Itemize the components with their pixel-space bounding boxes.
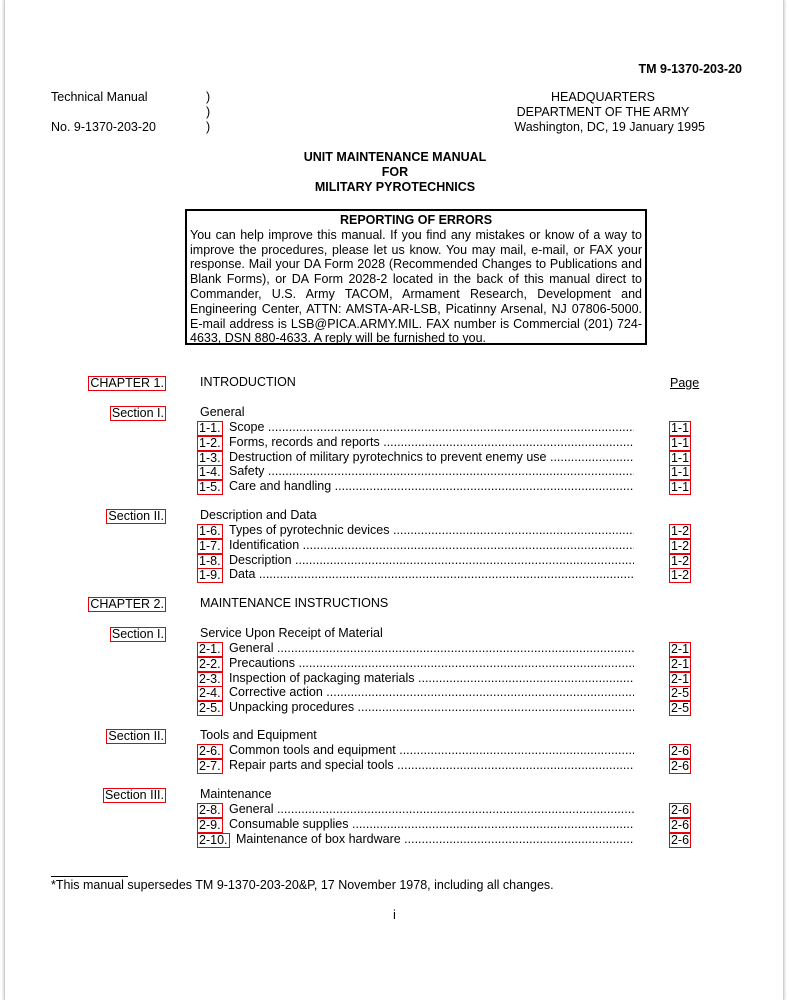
toc-entry-number[interactable]: 1-9. bbox=[199, 568, 221, 583]
toc-entry-title: Repair parts and special tools ..... bbox=[229, 759, 634, 772]
reporting-errors-box bbox=[185, 209, 647, 345]
toc-entry-page[interactable]: 1-2 bbox=[670, 538, 690, 553]
chapter-link[interactable]: CHAPTER 1. bbox=[90, 376, 164, 390]
toc-entry-number[interactable]: 1-4. bbox=[199, 465, 221, 480]
toc-entry-title: Safety ..... bbox=[229, 465, 634, 478]
chapter-title: INTRODUCTION bbox=[200, 375, 296, 389]
toc-entry-number[interactable]: 1-8. bbox=[199, 553, 221, 568]
toc-entry-title: Inspection of packaging materials ..... bbox=[229, 672, 634, 685]
toc-entry-title: Corrective action ..... bbox=[229, 686, 634, 699]
toc-entry-number[interactable]: 2-6. bbox=[199, 744, 221, 758]
header-paren-block bbox=[206, 90, 210, 135]
header-right-line: DEPARTMENT OF THE ARMY bbox=[516, 105, 690, 119]
footnote: *This manual supersedes TM 9-1370-203-20&P, 17 November 1978, including all changes. bbox=[51, 878, 554, 892]
toc-entry-title: Maintenance of box hardware ..... bbox=[236, 833, 634, 846]
header-left-block bbox=[51, 90, 156, 135]
section-title: General bbox=[200, 405, 245, 419]
page-column-header: Page bbox=[670, 376, 700, 390]
header-paren: ) bbox=[206, 105, 211, 119]
toc-entry-number[interactable]: 2-1. bbox=[199, 642, 221, 656]
toc-entry-title: Precautions ..... bbox=[229, 657, 634, 670]
toc-entry-page[interactable]: 2-1 bbox=[670, 671, 690, 686]
toc-entry-page[interactable]: 1-1 bbox=[670, 450, 690, 465]
toc-entry-page[interactable]: 2-1 bbox=[670, 642, 690, 656]
section-title: Maintenance bbox=[200, 787, 272, 801]
reporting-errors-body: You can help improve this manual. If you find any mistakes or know of a way to improve the procedures, please let us know. You may mail, e-mail, or FAX your response. Mail your DA Form 2028 (Recommended Changes to Publications and Blank Forms), or DA Form 2028-2 located in the back of this manual direct to Commander, U.S. Army TACOM, Armament Research, Development and Engineering Center, ATTN: AMSTA-AR-LSB, Picatinny Arsenal, NJ 07806-5000. E-mail address is LSB@PICA.ARMY.MIL. FAX number is Commercial (201) 724-4633, DSN 880-4633. A reply will be furnished to you. bbox=[190, 227, 642, 346]
section-title: Tools and Equipment bbox=[200, 728, 317, 742]
toc-entry-title: Data ..... bbox=[229, 568, 634, 581]
toc-entry-number[interactable]: 2-4. bbox=[199, 686, 221, 701]
reporting-errors-heading: REPORTING OF ERRORS bbox=[339, 213, 493, 227]
header-left-line: Technical Manual bbox=[51, 90, 148, 104]
toc-entry-number[interactable]: 1-6. bbox=[199, 524, 221, 538]
toc-entry-title: General ..... bbox=[229, 642, 634, 655]
toc-entry-title: Destruction of military pyrotechnics to prevent enemy use ..... bbox=[229, 451, 634, 464]
toc-entry-page[interactable]: 2-6 bbox=[670, 832, 690, 847]
section-link[interactable]: Section I. bbox=[111, 627, 164, 641]
toc-entry-number[interactable]: 1-2. bbox=[199, 435, 221, 450]
chapter-title: MAINTENANCE INSTRUCTIONS bbox=[200, 596, 389, 610]
toc-entry-page[interactable]: 1-2 bbox=[670, 524, 690, 538]
header-paren: ) bbox=[206, 90, 211, 104]
header-left-line bbox=[51, 105, 156, 120]
toc-entry-page[interactable]: 1-1 bbox=[670, 480, 690, 494]
header-right-block bbox=[501, 90, 705, 135]
toc-entry-number[interactable]: 1-1. bbox=[199, 421, 221, 435]
header-left-line: No. 9-1370-203-20 bbox=[51, 120, 156, 134]
toc-entry-number[interactable]: 2-5. bbox=[199, 701, 221, 715]
toc-entry-title: Consumable supplies ..... bbox=[229, 818, 634, 831]
section-link[interactable]: Section II. bbox=[108, 729, 164, 743]
toc-entry-title: Identification ..... bbox=[229, 539, 634, 552]
header-right-line: Washington, DC, 19 January 1995 bbox=[514, 120, 705, 134]
toc-entry-page[interactable]: 2-6 bbox=[670, 817, 690, 832]
toc-entry-page[interactable]: 2-6 bbox=[670, 803, 690, 817]
toc-entry-title: Common tools and equipment ..... bbox=[229, 744, 634, 757]
toc-entry-title: Care and handling ..... bbox=[229, 480, 634, 493]
manual-title bbox=[195, 150, 595, 195]
title-line: UNIT MAINTENANCE MANUAL bbox=[303, 150, 487, 164]
section-link[interactable]: Section III. bbox=[104, 788, 164, 802]
toc-entry-number[interactable]: 1-7. bbox=[199, 538, 221, 553]
toc-entry-number[interactable]: 2-7. bbox=[199, 758, 221, 773]
toc-entry-number[interactable]: 2-3. bbox=[199, 671, 221, 686]
footnote-rule bbox=[51, 876, 128, 877]
section-link[interactable]: Section I. bbox=[111, 406, 164, 420]
document-page bbox=[4, 0, 784, 1000]
document-number: TM 9-1370-203-20 bbox=[638, 62, 742, 76]
toc-entry-page[interactable]: 2-5 bbox=[670, 701, 690, 715]
chapter-link[interactable]: CHAPTER 2. bbox=[90, 597, 164, 611]
header-paren: ) bbox=[206, 120, 211, 134]
toc-entry-number[interactable]: 1-3. bbox=[199, 450, 221, 465]
toc-entry-title: Description ..... bbox=[229, 554, 634, 567]
section-title: Service Upon Receipt of Material bbox=[200, 626, 383, 640]
toc-entry-page[interactable]: 1-2 bbox=[670, 553, 690, 568]
title-line: MILITARY PYROTECHNICS bbox=[314, 180, 476, 194]
toc-entry-number[interactable]: 2-10. bbox=[199, 832, 228, 847]
toc-entry-page[interactable]: 2-6 bbox=[670, 744, 690, 758]
toc-entry-page[interactable]: 1-1 bbox=[670, 465, 690, 480]
toc-entry-number[interactable]: 2-2. bbox=[199, 656, 221, 671]
toc-entry-page[interactable]: 1-1 bbox=[670, 435, 690, 450]
toc-entry-page[interactable]: 2-6 bbox=[670, 758, 690, 773]
toc-entry-page[interactable]: 1-2 bbox=[670, 568, 690, 583]
toc-entry-title: Unpacking procedures ..... bbox=[229, 701, 634, 714]
toc-entry-page[interactable]: 1-1 bbox=[670, 421, 690, 435]
toc-entry-number[interactable]: 1-5. bbox=[199, 480, 221, 494]
toc-entry-title: Types of pyrotechnic devices ..... bbox=[229, 524, 634, 537]
toc-entry-number[interactable]: 2-9. bbox=[199, 817, 221, 832]
toc-entry-page[interactable]: 2-5 bbox=[670, 686, 690, 701]
toc-entry-number[interactable]: 2-8. bbox=[199, 803, 221, 817]
header-right-line: HEADQUARTERS bbox=[551, 90, 655, 104]
toc-entry-title: General ..... bbox=[229, 803, 634, 816]
page-number: i bbox=[393, 907, 396, 922]
section-title: Description and Data bbox=[200, 508, 317, 522]
toc-entry-page[interactable]: 2-1 bbox=[670, 656, 690, 671]
toc-entry-title: Forms, records and reports ..... bbox=[229, 436, 634, 449]
title-line: FOR bbox=[381, 165, 409, 179]
toc-entry-title: Scope ..... bbox=[229, 421, 634, 434]
section-link[interactable]: Section II. bbox=[108, 509, 164, 523]
